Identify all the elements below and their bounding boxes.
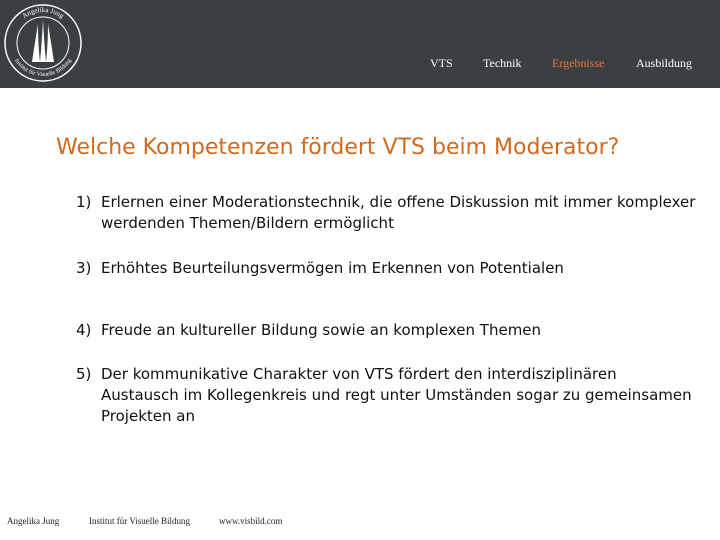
list-item [76,192,696,234]
list-item-number: 5) [76,365,92,383]
list-item [76,258,696,279]
list-item-number: 4) [76,321,92,339]
footer-author: Angelika Jung [7,516,60,526]
nav-item-technik[interactable]: Technik [483,56,522,70]
list-item-text: Erlernen einer Moderationstechnik, die offene Diskussion mit immer komplexer werdenden Themen/Bildern ermöglicht [101,193,696,232]
list-item [76,320,696,341]
svg-text:Angelika Jung: Angelika Jung [20,5,66,21]
institute-logo-icon[interactable] [2,2,84,84]
footer-url-link[interactable]: www.visbild.com [219,516,283,526]
nav-item-ergebnisse[interactable]: Ergebnisse [552,56,605,70]
list-item [76,364,696,427]
nav-item-ausbildung[interactable]: Ausbildung [636,56,693,70]
list-item-number: 1) [76,193,92,211]
nav-item-vts[interactable]: VTS [430,56,453,70]
list-item-number: 3) [76,259,92,277]
list-item-text: Der kommunikative Charakter von VTS fördert den interdisziplinären Austausch im Kollegenkreis und regt unter Umständen sogar zu gemeinsamen Projekten an [101,365,692,425]
list-item-text: Erhöhtes Beurteilungsvermögen im Erkennen von Potentialen [101,259,564,277]
page-title: Welche Kompetenzen fördert VTS beim Moderator? [56,135,620,160]
svg-text:Institut für Visuelle Bildung: Institut für Visuelle Bildung [13,57,73,79]
list-item-text: Freude an kultureller Bildung sowie an komplexen Themen [101,321,542,339]
footer-institute: Institut für Visuelle Bildung [89,516,191,526]
header-bar [0,0,720,88]
